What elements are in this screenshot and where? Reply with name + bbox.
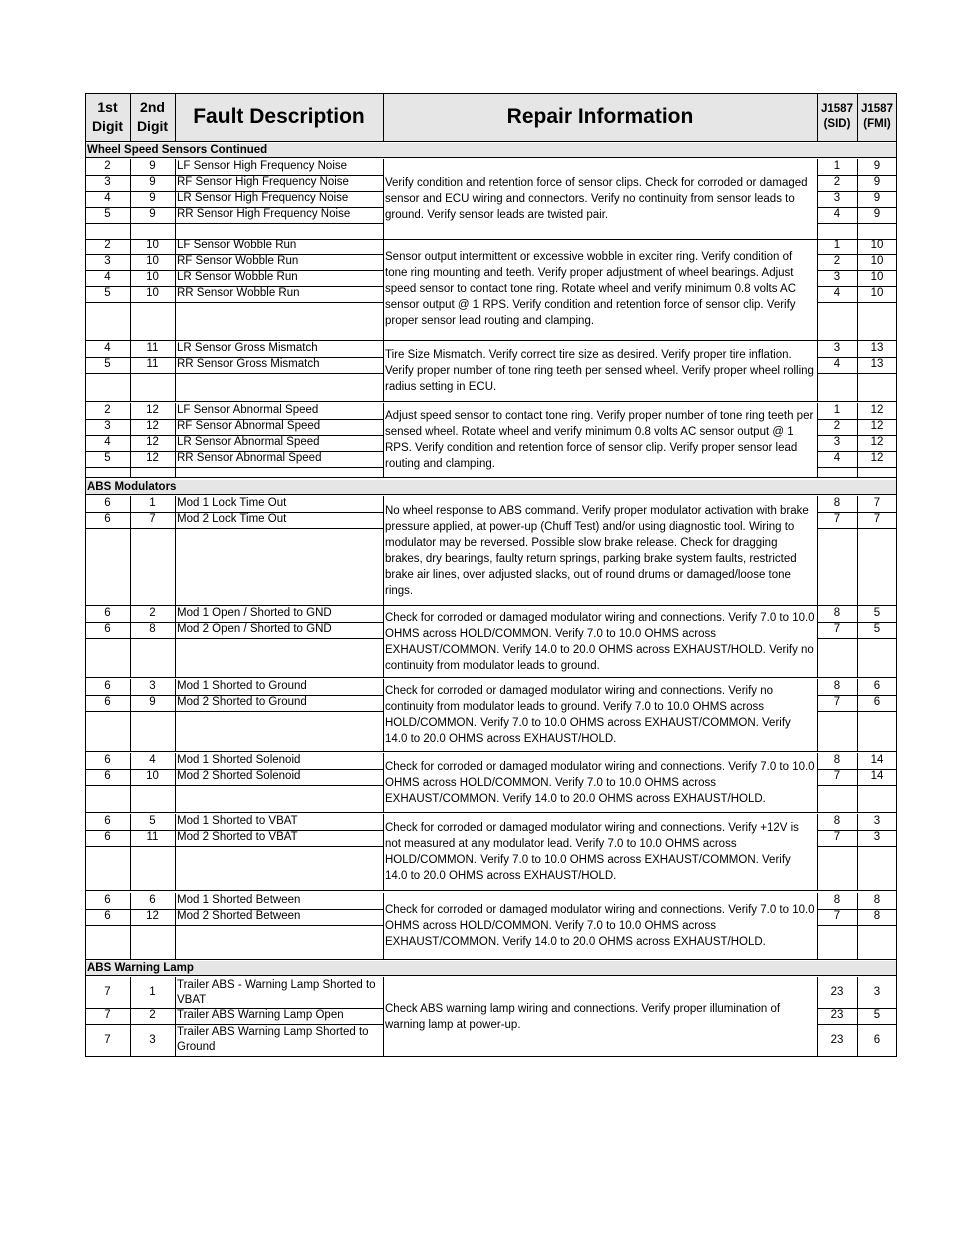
fault-description-cell: RF Sensor Wobble Run bbox=[177, 255, 299, 267]
row-divider bbox=[817, 638, 897, 639]
second-digit-cell: 12 bbox=[146, 436, 159, 448]
row-divider bbox=[85, 373, 383, 374]
row-divider bbox=[85, 785, 383, 786]
fault-description-cell: LR Sensor High Frequency Noise bbox=[177, 192, 349, 204]
j1587-sid-cell: 7 bbox=[833, 623, 841, 635]
fault-code-table bbox=[85, 93, 897, 1057]
second-digit-cell: 10 bbox=[146, 287, 159, 299]
j1587-sid-cell: 8 bbox=[833, 754, 841, 766]
first-digit-cell: 5 bbox=[104, 208, 111, 220]
j1587-fmi-cell: 12 bbox=[870, 420, 884, 432]
first-digit-cell: 7 bbox=[104, 1009, 111, 1021]
second-digit-cell: 6 bbox=[149, 894, 156, 906]
fault-description-cell: RR Sensor Wobble Run bbox=[177, 287, 300, 299]
j1587-sid-cell: 3 bbox=[833, 342, 841, 354]
j1587-fmi-cell: 3 bbox=[873, 831, 881, 843]
first-digit-cell: 5 bbox=[104, 358, 111, 370]
j1587-fmi-cell: 12 bbox=[870, 436, 884, 448]
second-digit-cell: 1 bbox=[149, 986, 156, 998]
repair-information-cell: Check for corroded or damaged modulator wiring and connections. Verify 7.0 to 10.0 OHMS across HOLD/COMMON. Verify 7.0 to 10.0 OHMS across EXHAUST/COMMON. Verify 14.0 to 20.0 OHMS across EXHAUST/HOLD. bbox=[385, 760, 815, 805]
row-divider bbox=[85, 401, 897, 402]
row-divider bbox=[817, 846, 897, 847]
first-digit-cell: 6 bbox=[104, 696, 111, 708]
row-divider bbox=[85, 959, 897, 960]
second-digit-cell: 3 bbox=[149, 680, 156, 692]
j1587-sid-cell: 2 bbox=[833, 176, 841, 188]
repair-information-cell: Check for corroded or damaged modulator wiring and connections. Verify +12V is not measured at any modulator lead. Verify 7.0 to 10.0 OHMS across HOLD/COMMON. Verify 7.0 to 10.0 OHMS across EXHAUST/COMMON. Verify 14.0 to 20.0 OHMS across EXHAUST/HOLD. bbox=[385, 822, 799, 882]
j1587-sid-cell: 1 bbox=[833, 239, 841, 251]
fault-description-cell: RF Sensor High Frequency Noise bbox=[177, 176, 349, 188]
j1587-sid-cell: 1 bbox=[833, 160, 841, 172]
j1587-sid-cell: 8 bbox=[833, 497, 841, 509]
j1587-sid-cell: 4 bbox=[833, 208, 841, 220]
j1587-fmi-cell: 5 bbox=[873, 623, 881, 635]
row-divider bbox=[85, 467, 383, 468]
row-divider bbox=[85, 1056, 897, 1057]
fault-description-cell: Trailer ABS - Warning Lamp Shorted to VBAT bbox=[177, 979, 376, 1006]
column-divider bbox=[175, 93, 176, 141]
fault-description-cell: RR Sensor Abnormal Speed bbox=[177, 452, 322, 464]
j1587-sid-cell: 8 bbox=[833, 607, 841, 619]
row-divider bbox=[817, 373, 897, 374]
j1587-sid-cell: 8 bbox=[833, 815, 841, 827]
row-divider bbox=[817, 711, 897, 712]
row-divider bbox=[85, 846, 383, 847]
fault-description-cell: Mod 2 Shorted to VBAT bbox=[177, 831, 298, 843]
fault-description-cell: Mod 1 Shorted Between bbox=[177, 894, 301, 906]
fault-description-cell: Mod 1 Lock Time Out bbox=[177, 497, 287, 509]
header-fault-description: Fault Description bbox=[175, 93, 383, 141]
second-digit-cell: 11 bbox=[146, 831, 159, 843]
j1587-sid-cell: 3 bbox=[833, 192, 841, 204]
repair-information-cell: Check for corroded or damaged modulator wiring and connections. Verify 7.0 to 10.0 OHMS across HOLD/COMMON. Verify 7.0 to 10.0 OHMS across EXHAUST/COMMON. Verify 14.0 to 20.0 OHMS across EXHAUST/HOLD. Verify no continuity from modulator leads to ground. bbox=[385, 611, 815, 672]
j1587-sid-cell: 1 bbox=[833, 404, 841, 416]
j1587-sid-cell: 4 bbox=[833, 358, 841, 370]
fault-description-cell: LF Sensor High Frequency Noise bbox=[177, 160, 348, 172]
row-divider bbox=[85, 812, 897, 813]
first-digit-cell: 6 bbox=[104, 815, 111, 827]
first-digit-cell: 3 bbox=[104, 255, 111, 267]
j1587-sid-cell: 7 bbox=[833, 910, 841, 922]
first-digit-cell: 6 bbox=[104, 513, 111, 525]
second-digit-cell: 9 bbox=[149, 696, 156, 708]
header-j1587-sid: J1587 (SID) bbox=[817, 93, 857, 141]
first-digit-cell: 6 bbox=[104, 607, 111, 619]
j1587-fmi-cell: 5 bbox=[873, 1009, 881, 1021]
second-digit-cell: 11 bbox=[146, 358, 159, 370]
second-digit-cell: 9 bbox=[149, 160, 156, 172]
row-divider bbox=[85, 925, 383, 926]
column-divider bbox=[130, 93, 131, 141]
first-digit-cell: 6 bbox=[104, 894, 111, 906]
first-digit-cell: 6 bbox=[104, 831, 111, 843]
fault-description-cell: LR Sensor Abnormal Speed bbox=[177, 436, 320, 448]
j1587-fmi-cell: 7 bbox=[873, 513, 881, 525]
row-divider bbox=[85, 890, 897, 891]
row-divider bbox=[85, 141, 897, 142]
section-title: ABS Warning Lamp bbox=[85, 961, 897, 975]
header-second-digit: 2nd Digit bbox=[130, 93, 175, 141]
j1587-sid-cell: 23 bbox=[830, 1033, 844, 1046]
first-digit-cell: 3 bbox=[104, 176, 111, 188]
second-digit-cell: 10 bbox=[146, 271, 159, 283]
j1587-sid-cell: 23 bbox=[830, 986, 844, 998]
j1587-fmi-cell: 13 bbox=[870, 342, 884, 354]
row-divider bbox=[85, 157, 897, 158]
first-digit-cell: 4 bbox=[104, 436, 111, 448]
repair-information-cell: Check for corroded or damaged modulator wiring and connections. Verify no continuity from modulator leads to ground. Verify 7.0 to 10.0 OHMS across HOLD/COMMON. Verify 7.0 to 10.0 OHMS across EXHAUST/COMMON. Verify 14.0 to 20.0 OHMS across EXHAUST/HOLD. bbox=[385, 685, 791, 745]
j1587-sid-cell: 3 bbox=[833, 271, 841, 283]
section-title: ABS Modulators bbox=[85, 480, 897, 494]
row-divider bbox=[85, 975, 897, 976]
second-digit-cell: 12 bbox=[146, 452, 159, 464]
j1587-sid-cell: 7 bbox=[833, 831, 841, 843]
repair-information-cell: Sensor output intermittent or excessive wobble in exciter ring. Verify condition of tone ring mounting and teeth. Verify proper adjustment of wheel bearings. Adjust speed sensor to contact tone ring. Rotate wheel and verify minimum 0.8 volts AC sensor output @ 1 RPS. Verify condition and retention force of sensor clip. Verify proper sensor lead routing and clamping. bbox=[385, 251, 797, 327]
fault-description-cell: Mod 1 Shorted to Ground bbox=[177, 680, 307, 692]
j1587-fmi-cell: 12 bbox=[870, 452, 884, 464]
j1587-fmi-cell: 3 bbox=[873, 986, 881, 998]
j1587-fmi-cell: 13 bbox=[870, 358, 884, 370]
column-divider bbox=[817, 93, 818, 141]
first-digit-cell: 4 bbox=[104, 271, 111, 283]
j1587-fmi-cell: 6 bbox=[873, 1033, 881, 1046]
row-divider bbox=[817, 925, 897, 926]
j1587-fmi-cell: 5 bbox=[873, 607, 881, 619]
repair-information-cell: Tire Size Mismatch. Verify correct tire size as desired. Verify proper tire inflation. Verify proper number of tone ring teeth per sensed wheel. Verify proper wheel rolling radius setting in ECU. bbox=[385, 349, 814, 393]
second-digit-cell: 10 bbox=[146, 239, 159, 251]
first-digit-cell: 2 bbox=[104, 239, 111, 251]
j1587-sid-cell: 23 bbox=[830, 1009, 844, 1021]
first-digit-cell: 5 bbox=[104, 452, 111, 464]
second-digit-cell: 10 bbox=[146, 255, 159, 267]
row-divider bbox=[85, 711, 383, 712]
second-digit-cell: 11 bbox=[146, 342, 159, 354]
j1587-fmi-cell: 9 bbox=[873, 176, 881, 188]
column-divider bbox=[857, 93, 858, 141]
second-digit-cell: 7 bbox=[149, 513, 156, 525]
row-divider bbox=[85, 751, 897, 752]
repair-information-cell: Adjust speed sensor to contact tone ring. Verify proper number of tone ring teeth per sensed wheel. Rotate wheel and verify minimum 0.8 volts AC sensor output @ 1 RPS. Verify condition and retention force of sensor clip. Verify proper sensor lead routing and clamping. bbox=[385, 410, 814, 470]
j1587-fmi-cell: 9 bbox=[873, 208, 881, 220]
j1587-fmi-cell: 8 bbox=[873, 894, 881, 906]
j1587-sid-cell: 3 bbox=[833, 436, 841, 448]
repair-information-cell: Check ABS warning lamp wiring and connections. Verify proper illumination of warning lamp at power-up. bbox=[385, 1002, 781, 1031]
row-divider bbox=[85, 477, 897, 478]
j1587-fmi-cell: 10 bbox=[870, 239, 884, 251]
j1587-fmi-cell: 10 bbox=[870, 287, 884, 299]
first-digit-cell: 5 bbox=[104, 287, 111, 299]
j1587-sid-cell: 4 bbox=[833, 287, 841, 299]
fault-description-cell: Mod 2 Shorted Between bbox=[177, 910, 301, 922]
first-digit-cell: 6 bbox=[104, 770, 111, 782]
first-digit-cell: 6 bbox=[104, 680, 111, 692]
first-digit-cell: 7 bbox=[104, 986, 111, 998]
fault-description-cell: Mod 1 Shorted to VBAT bbox=[177, 815, 298, 827]
row-divider bbox=[85, 223, 383, 224]
j1587-sid-cell: 7 bbox=[833, 770, 841, 782]
second-digit-cell: 9 bbox=[149, 208, 156, 220]
j1587-fmi-cell: 9 bbox=[873, 160, 881, 172]
row-divider bbox=[85, 528, 383, 529]
second-digit-cell: 1 bbox=[149, 497, 156, 509]
j1587-sid-cell: 7 bbox=[833, 696, 841, 708]
j1587-sid-cell: 8 bbox=[833, 894, 841, 906]
first-digit-cell: 6 bbox=[104, 497, 111, 509]
row-divider bbox=[85, 677, 897, 678]
fault-description-cell: LF Sensor Wobble Run bbox=[177, 239, 297, 251]
repair-information-cell: Check for corroded or damaged modulator wiring and connections. Verify 7.0 to 10.0 OHMS across HOLD/COMMON. Verify 7.0 to 10.0 OHMS across EXHAUST/COMMON. Verify 14.0 to 20.0 OHMS across EXHAUST/HOLD. bbox=[385, 904, 815, 948]
fault-description-cell: LF Sensor Abnormal Speed bbox=[177, 404, 319, 416]
second-digit-cell: 2 bbox=[149, 607, 156, 619]
row-divider bbox=[817, 528, 897, 529]
fault-description-cell: Mod 1 Shorted Solenoid bbox=[177, 754, 301, 766]
second-digit-cell: 8 bbox=[149, 623, 156, 635]
j1587-fmi-cell: 3 bbox=[873, 815, 881, 827]
j1587-sid-cell: 7 bbox=[833, 513, 841, 525]
first-digit-cell: 6 bbox=[104, 754, 111, 766]
fault-description-cell: Mod 2 Lock Time Out bbox=[177, 513, 287, 525]
column-divider bbox=[383, 93, 384, 141]
second-digit-cell: 12 bbox=[146, 910, 159, 922]
fault-description-cell: Mod 2 Open / Shorted to GND bbox=[177, 623, 332, 635]
j1587-fmi-cell: 9 bbox=[873, 192, 881, 204]
j1587-fmi-cell: 7 bbox=[873, 497, 881, 509]
j1587-sid-cell: 2 bbox=[833, 255, 841, 267]
j1587-fmi-cell: 6 bbox=[873, 696, 881, 708]
row-divider bbox=[817, 302, 897, 303]
j1587-fmi-cell: 10 bbox=[870, 255, 884, 267]
second-digit-cell: 12 bbox=[146, 420, 159, 432]
fault-description-cell: LR Sensor Wobble Run bbox=[177, 271, 298, 283]
second-digit-cell: 5 bbox=[149, 815, 156, 827]
section-title: Wheel Speed Sensors Continued bbox=[85, 143, 897, 157]
j1587-fmi-cell: 14 bbox=[870, 770, 884, 782]
row-divider bbox=[817, 467, 897, 468]
first-digit-cell: 6 bbox=[104, 910, 111, 922]
j1587-fmi-cell: 12 bbox=[870, 404, 884, 416]
fault-description-cell: Mod 2 Shorted Solenoid bbox=[177, 770, 301, 782]
second-digit-cell: 4 bbox=[149, 754, 156, 766]
fault-description-cell: Mod 1 Open / Shorted to GND bbox=[177, 607, 332, 619]
fault-description-cell: RF Sensor Abnormal Speed bbox=[177, 420, 321, 432]
row-divider bbox=[85, 494, 897, 495]
second-digit-cell: 10 bbox=[146, 770, 159, 782]
fault-description-cell: Trailer ABS Warning Lamp Shorted to Ground bbox=[177, 1026, 369, 1053]
row-divider bbox=[85, 638, 383, 639]
fault-description-cell: RR Sensor High Frequency Noise bbox=[177, 208, 351, 220]
row-divider bbox=[817, 223, 897, 224]
j1587-fmi-cell: 8 bbox=[873, 910, 881, 922]
first-digit-cell: 7 bbox=[104, 1033, 111, 1046]
second-digit-cell: 2 bbox=[149, 1009, 156, 1021]
repair-information-cell: Verify condition and retention force of sensor clips. Check for corroded or damaged sensor and ECU wiring and connectors. Verify no continuity from sensor leads to ground. Verify sensor leads are twisted pair. bbox=[385, 177, 808, 221]
first-digit-cell: 4 bbox=[104, 192, 111, 204]
fault-description-cell: RR Sensor Gross Mismatch bbox=[177, 358, 320, 370]
header-repair-information: Repair Information bbox=[383, 93, 817, 141]
j1587-fmi-cell: 14 bbox=[870, 754, 884, 766]
fault-description-cell: Trailer ABS Warning Lamp Open bbox=[177, 1009, 344, 1021]
first-digit-cell: 3 bbox=[104, 420, 111, 432]
second-digit-cell: 12 bbox=[146, 404, 159, 416]
second-digit-cell: 9 bbox=[149, 176, 156, 188]
j1587-fmi-cell: 6 bbox=[873, 680, 881, 692]
first-digit-cell: 2 bbox=[104, 404, 111, 416]
fault-description-cell: Mod 2 Shorted to Ground bbox=[177, 696, 307, 708]
row-divider bbox=[817, 785, 897, 786]
j1587-sid-cell: 2 bbox=[833, 420, 841, 432]
header-first-digit: 1st Digit bbox=[85, 93, 130, 141]
repair-information-cell: No wheel response to ABS command. Verify proper modulator activation with brake pressure applied, at power-up (Chuff Test) and/or using diagnostic tool. Wiring to modulator may be reversed. Possible slow brake release. Check for dragging brakes, dry bearings, faulty return springs, parking brake system faults, restricted brake air lines, over adjusted slacks, out of round drums or damaged/loose tone rings. bbox=[385, 504, 809, 597]
second-digit-cell: 9 bbox=[149, 192, 156, 204]
second-digit-cell: 3 bbox=[149, 1033, 156, 1046]
first-digit-cell: 4 bbox=[104, 342, 111, 354]
header-j1587-fmi: J1587 (FMI) bbox=[857, 93, 897, 141]
j1587-sid-cell: 8 bbox=[833, 680, 841, 692]
first-digit-cell: 6 bbox=[104, 623, 111, 635]
fault-description-cell: LR Sensor Gross Mismatch bbox=[177, 342, 318, 354]
row-divider bbox=[85, 302, 383, 303]
first-digit-cell: 2 bbox=[104, 160, 111, 172]
j1587-sid-cell: 4 bbox=[833, 452, 841, 464]
j1587-fmi-cell: 10 bbox=[870, 271, 884, 283]
